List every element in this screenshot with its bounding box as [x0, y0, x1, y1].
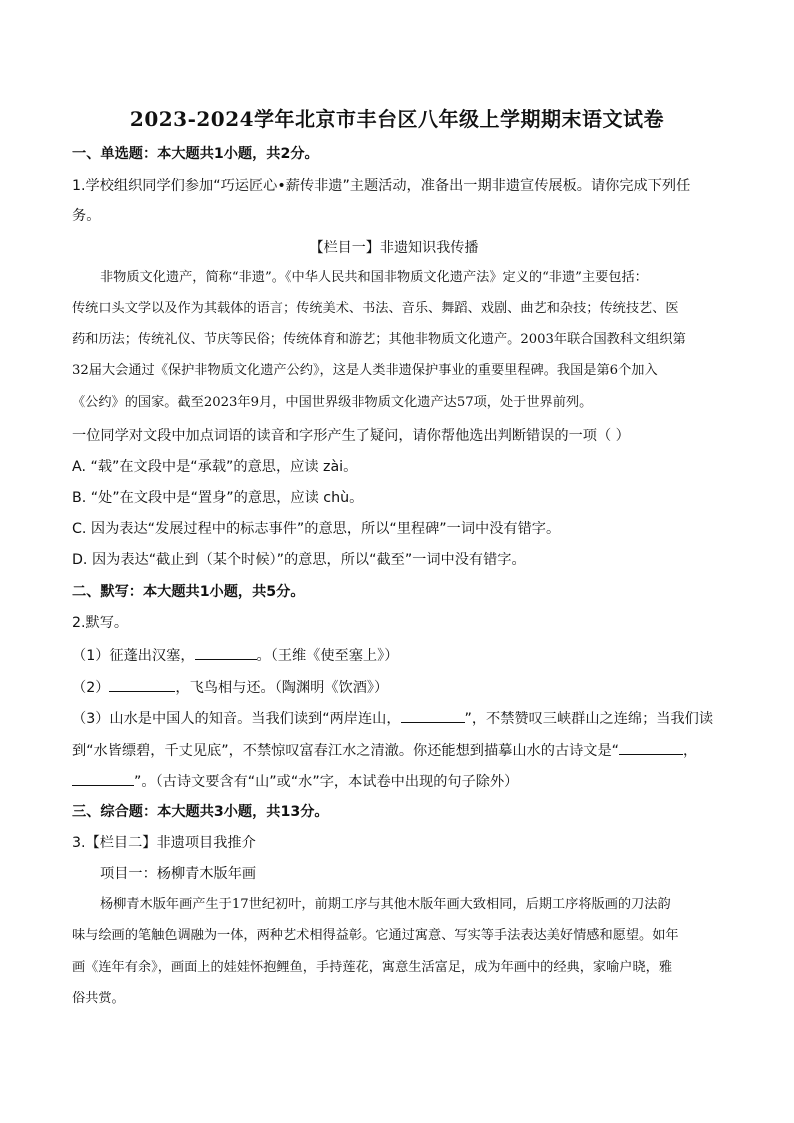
q2-item-3-line-1: [72, 707, 713, 729]
q1-option-c: C. 因为表达“发展过程中的标志事件”的意思，所以“里程碑”一词中没有错字。: [72, 521, 561, 537]
q2-item-3-text-b: ”，不禁赞叹三峡群山之连绵；当我们读: [464, 711, 714, 727]
section-3-heading: 三、综合题：本大题共3小题，共13分。: [72, 804, 329, 820]
passage-1-line-5: 《公约》的国家。截至2023年9月，中国世界级非物质文化遗产达57项，处于世界前列。: [72, 395, 593, 410]
q2-item-3-text-d: ，: [683, 743, 698, 759]
passage-1-line-2: 传统口头文学以及作为其载体的语言；传统美术、书法、音乐、舞蹈、戏剧、曲艺和杂技；传统技艺、医: [72, 301, 679, 316]
q2-item-3-line-2: [72, 739, 697, 761]
q2-item-1-text-b: 。（王维《使至塞上》）: [256, 648, 399, 664]
passage-2-line-2: 味与绘画的笔触色调融为一体，两种艺术相得益彰。它通过寓意、写实等手法表达美好情感和愿望。如年: [72, 928, 679, 943]
passage-2-line-3: 画《连年有余》，画面上的娃娃怀抱鲤鱼，手持莲花，寓意生活富足，成为年画中的经典，家喻户晓，雅: [72, 960, 673, 975]
column-one-title: 【栏目一】非遗知识我传播: [309, 240, 479, 256]
section-2-heading: 二、默写：本大题共1小题，共5分。: [72, 584, 305, 600]
q2-item-1-text-a: （1）征蓬出汉塞，: [72, 648, 195, 664]
q2-item-2: [72, 676, 388, 698]
q1-stem-line-2: 务。: [72, 208, 101, 224]
q2-item-1: [72, 644, 398, 666]
q2-stem: 2.默写。: [72, 615, 129, 631]
passage-1-line-3: 药和历法；传统礼仪、节庆等民俗；传统体育和游艺；其他非物质文化遗产。2003年联合国教科文组织第: [72, 332, 686, 347]
passage-2-line-4: 俗共赏。: [72, 991, 125, 1006]
section-1-heading: 一、单选题：本大题共1小题，共2分。: [72, 146, 319, 162]
passage-2-line-1: 杨柳青木版年画产生于17世纪初叶，前期工序与其他木版年画大致相同，后期工序将版画的刀法韵: [100, 897, 671, 912]
q2-item-2-text-b: ，飞鸟相与还。（陶渊明《饮酒》）: [175, 680, 389, 696]
q3-stem: 3.【栏目二】非遗项目我推介: [72, 835, 256, 851]
answer-blank[interactable]: [619, 739, 683, 755]
q3-item-title: 项目一：杨柳青木版年画: [100, 866, 257, 882]
q1-option-b: B. “处”在文段中是“置身”的意思，应读 chù。: [72, 490, 364, 506]
q1-option-d: D. 因为表达“截止到（某个时候）”的意思，所以“截至”一词中没有错字。: [72, 552, 526, 568]
exam-title: 2023-2024学年北京市丰台区八年级上学期期末语文试卷: [129, 107, 665, 131]
answer-blank[interactable]: [109, 676, 175, 692]
q1-option-a: A. “载”在文段中是“承载”的意思，应读 zài。: [72, 459, 358, 475]
answer-blank[interactable]: [195, 644, 257, 660]
q1-question: 一位同学对文段中加点词语的读音和字形产生了疑问，请你帮他选出判断错误的一项（ ）: [72, 428, 630, 444]
passage-1-line-4: 32届大会通过《保护非物质文化遗产公约》，这是人类非遗保护事业的重要里程碑。我国是第6个加入: [72, 363, 658, 378]
answer-blank[interactable]: [401, 707, 465, 723]
q2-item-3-line-3: [72, 770, 518, 792]
q2-item-3-text-e: ”。（古诗文要含有“山”或“水”字，本试卷中出现的句子除外）: [134, 774, 519, 790]
q1-stem-line-1: 1.学校组织同学们参加“巧运匠心•薪传非遗”主题活动，准备出一期非遗宣传展板。请你完成下列任: [72, 178, 691, 194]
passage-1-line-1: 非物质文化遗产，简称“非遗”。《中华人民共和国非物质文化遗产法》定义的“非遗”主要包括：: [100, 270, 648, 285]
q2-item-3-text-c: 到“水皆缥碧，千丈见底”，不禁惊叹富春江水之清澈。你还能想到描摹山水的古诗文是“: [72, 743, 619, 759]
q2-item-3-text-a: （3）山水是中国人的知音。当我们读到“两岸连山，: [72, 711, 401, 727]
answer-blank[interactable]: [72, 770, 134, 786]
q2-item-2-text-a: （2）: [72, 680, 110, 696]
